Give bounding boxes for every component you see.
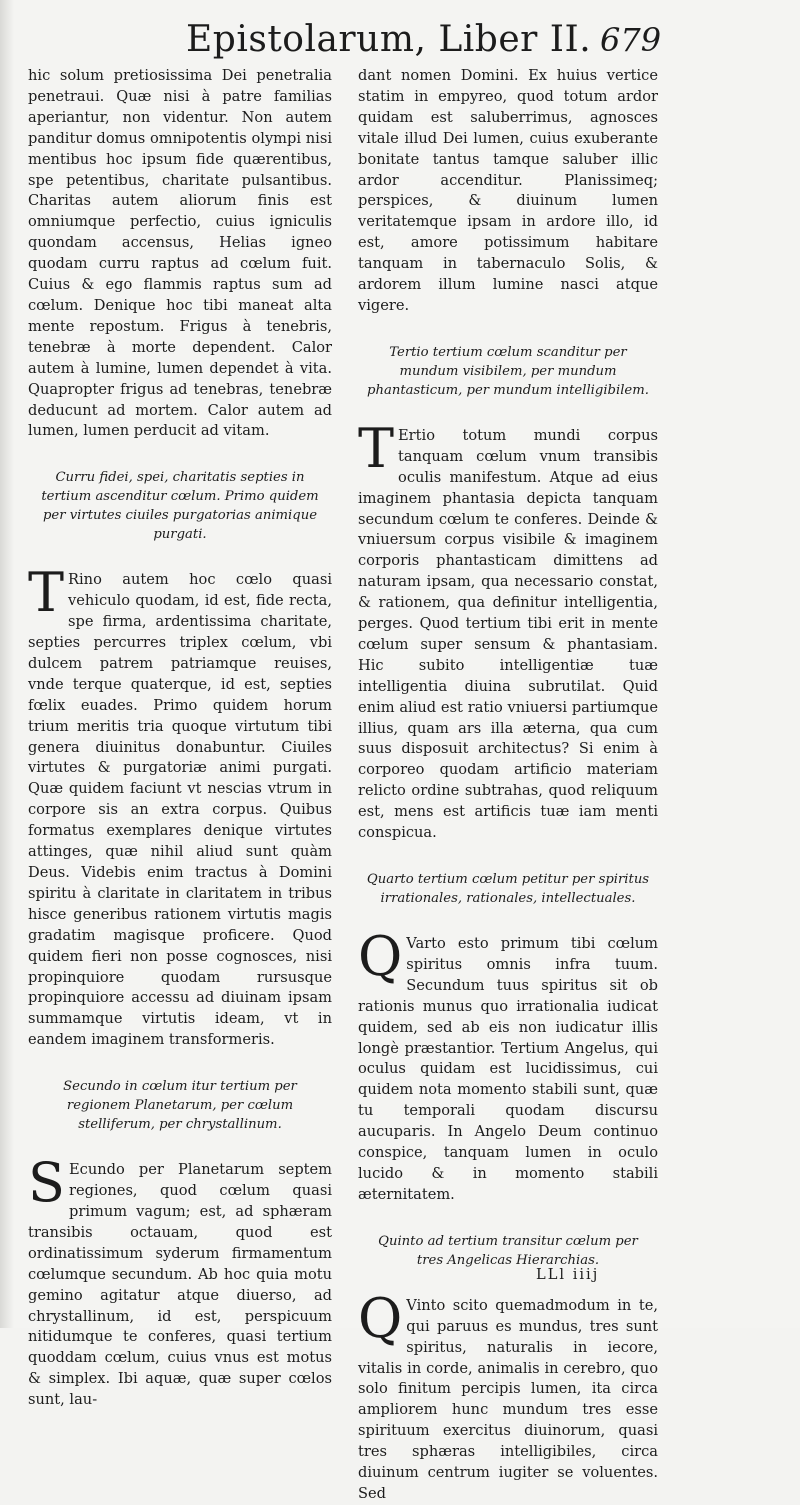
page-gutter-shadow (0, 0, 14, 1328)
right-paragraph-1: dant nomen Domini. Ex huius vertice statim in empyreo, quod totum ardor quidam est saluberrimus, agnosces vitale illud Dei lumen, cuius exuberante bonitate tantus tamque saluber illic ardor accenditur. Planissimeq; perspices, & diuinum lumen veritatemque ipsam in ardore illo, id est, amore potissimum habitare tanquam in tabernaculo Solis, & ardorem illum lumine nasci atque vigere. (358, 67, 658, 314)
drop-cap-initial: Q (358, 925, 403, 988)
left-paragraph-1: hic solum pretiosissima Dei penetralia penetraui. Quæ nisi à patre familias aperiantur, non videntur. Non autem panditur domus omnipotentis olympi nisi mentibus hoc ipsum fide quærentibus, spe petentibus, charitate pulsantibus. Charitas autem aliorum finis est omniumque perfectio, cuius igniculis quondam accensus, Helias igneo quodam curru raptus ad cœlum fuit. Cuius & ego flammis raptus sum ad cœlum. Denique hoc tibi maneat alta mente repostum. Frigus à tenebris, tenebræ à morte dependent. Calor autem à lumine, lumen dependet à vita. Quapropter frigus ad tenebras, tenebræ deducunt ad mortem. Calor autem ad lumen, lumen perducit ad vitam. (28, 67, 332, 440)
drop-cap-initial: T (28, 561, 65, 625)
right-paragraph-3 (358, 925, 658, 1206)
right-section-heading-2: Quarto tertium cœlum petitur per spiritus irrationales, rationales, intellectuales. (366, 872, 650, 906)
right-paragraph-2 (358, 416, 658, 844)
right-column (358, 66, 658, 1505)
right-paragraph-2-text: Ertio totum mundi corpus tanquam cœlum vnum transibis oculis manifestum. Atque ad eius imaginem phantasia depicta tanquam secundum cœlum te conferes. Deinde & vniuersum corpus visibile & imaginem corporis phantasticam dimittens ad naturam ipsam, qua necessario constat, & rationem, qua definitur intelligentia, perges. Quod tertium tibi erit in mente cœlum super sensum & phantasiam. Hic subito intelligentiæ tuæ intelligentia diuina subrutilat. Quid enim aliud est ratio vniuersi partiumque illius, quam ars illa æterna, qua cum suus disposuit architectus? Si enim à corporeo quodam artificio materiam relicto ordine subtrahas, quod reliquum est, mens est artificis tuæ iam menti conspicua. (358, 426, 658, 842)
left-paragraph-3 (28, 1151, 332, 1411)
right-paragraph-4 (358, 1286, 658, 1505)
left-paragraph-3-text: Ecundo per Planetarum septem regiones, quod cœlum quasi primum vagum; est, ad sphæram transibis octauam, quod est ordinatissimum syderum firmamentum cœlumque secundum. Ab hoc quia motu gemino agitatur atque diuerso, ad chrystallinum, id est, perspicuum nitidumque te conferes, quasi tertium quoddam cœlum, cuius vnus est motus & simplex. Ibi aquæ, quæ super cœlos sunt, lau- (28, 1161, 332, 1409)
left-section-heading-2: Secundo in cœlum itur tertium per regionem Planetarum, per cœlum stelliferum, per chrystallinum. (63, 1079, 297, 1133)
right-section-heading-1: Tertio tertium cœlum scanditur per mundum visibilem, per mundum phantasticum, per mundum intelligibilem. (367, 344, 649, 398)
right-paragraph-4-text: Vinto scito quemadmodum in te, qui paruus es mundus, tres sunt spiritus, naturalis in iecore, vitalis in corde, animalis in cerebro, quo solo finitum percipis lumen, ita circa ampliorem hunc mundum tres esse spirituum exercitus diuinorum, quasi tres sphæras intelligibiles, circa diuinum centrum iugiter se voluentes. Sed (358, 1296, 658, 1502)
drop-cap-initial: S (28, 1151, 65, 1215)
left-paragraph-2 (28, 561, 332, 1051)
left-paragraph-2-text: Rino autem hoc cœlo quasi vehiculo quodam, id est, fide recta, spe firma, ardentissima charitate, septies percurres triplex cœlum, vbi dulcem patrem patriamque reuises, vnde terque quaterque, id est, septies fœlix euades. Primo quidem horum trium meritis tria quoque virtutum tibi genera diuinitus donabuntur. Ciuiles virtutes & purgatoriæ animi purgati. Quæ quidem faciunt vt nescias vtrum in corpore sis an extra corpus. Quibus formatus exemplares denique virtutes attinges, quæ nihil aliud sunt quàm Deus. Videbis enim tractus à Domini spiritu à claritate in claritatem in tribus hisce generibus rationem virtutis magis gradatim magisque proficere. Quod quidem fieri non posse cognosces, nisi propinquiore quodam rursusque propinquiore accessu ad diuinam ipsam summamque virtutis ideam, vt in eandem imaginem transformeris. (28, 571, 332, 1049)
left-column (28, 66, 332, 1411)
right-paragraph-3-text: Varto esto primum tibi cœlum spiritus omnis infra tuum. Secundum tuus spiritus sit ob rationis munus quo irrationalia iudicat quidem, sed ab eis non iudicatur illis longè præstantior. Tertium Angelus, qui oculus quidam est lucidissimus, cui quidem nota momento stabili sunt, quæ tu temporali quodam discursu aucuparis. In Angelo Deum continuo conspice, tanquam lumen in oculo lucido & in momento stabili æternitatem. (358, 935, 658, 1203)
signature-mark: LLl iiij (536, 1266, 600, 1283)
running-head (0, 14, 800, 66)
right-section-heading-3: Quinto ad tertium transitur cœlum per tres Angelicas Hierarchias. (378, 1233, 638, 1268)
running-title: Epistolarum, Liber II. (186, 19, 592, 60)
folio-number: 679 (600, 21, 662, 59)
left-section-heading-1: Curru fidei, spei, charitatis septies in tertium ascenditur cœlum. Primo quidem per virtutes ciuiles purgatorias animique purgati. (41, 470, 319, 543)
drop-cap-initial: Q (358, 1286, 403, 1350)
drop-cap-initial: T (358, 416, 395, 480)
